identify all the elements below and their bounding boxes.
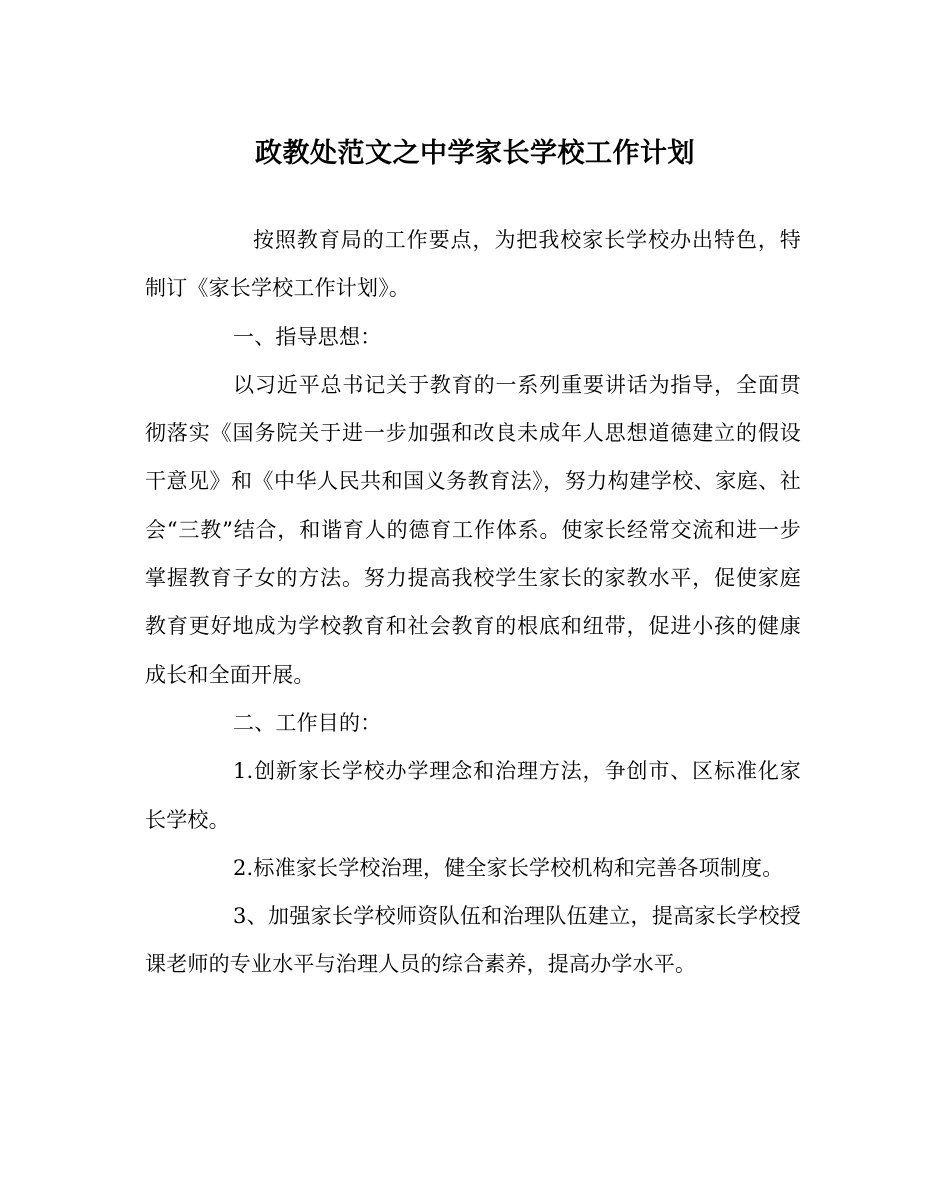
guiding-thought-paragraph: 以习近平总书记关于教育的一系列重要讲话为指导，全面贯彻落实《国务院关于进一步加强和改良未成年人思想道德建立的假设干意见》和《中华人民共和国义务教育法》，努力构建学校、家庭、社会“三教”结合，和谐育人的德育工作体系。使家长经常交流和进一步掌握教育子女的方法。努力提高我校学生家长的家教水平，促使家庭教育更好地成为学校教育和社会教育的根底和纽带，促进小孩的健康成长和全面开展。 bbox=[145, 372, 801, 687]
goal-item-2: 2.标准家长学校治理，健全家长学校机构和完善各项制度。 bbox=[233, 855, 784, 880]
document-body bbox=[145, 216, 801, 989]
section-heading-guiding-thought: 一、指导思想： bbox=[233, 324, 382, 349]
intro-paragraph: 按照教育局的工作要点，为把我校家长学校办出特色，特制订《家长学校工作计划》。 bbox=[145, 228, 801, 301]
document-title: 政教处范文之中学家长学校工作计划 bbox=[255, 138, 695, 169]
goal-item-3: 3、加强家长学校师资队伍和治理队伍建立，提高家长学校授课老师的专业水平与治理人员的综合素养，提高办学水平。 bbox=[145, 904, 801, 977]
goal-item-1: 1.创新家长学校办学理念和治理方法，争创市、区标准化家长学校。 bbox=[145, 759, 801, 832]
section-heading-work-goals: 二、工作目的： bbox=[233, 710, 382, 735]
